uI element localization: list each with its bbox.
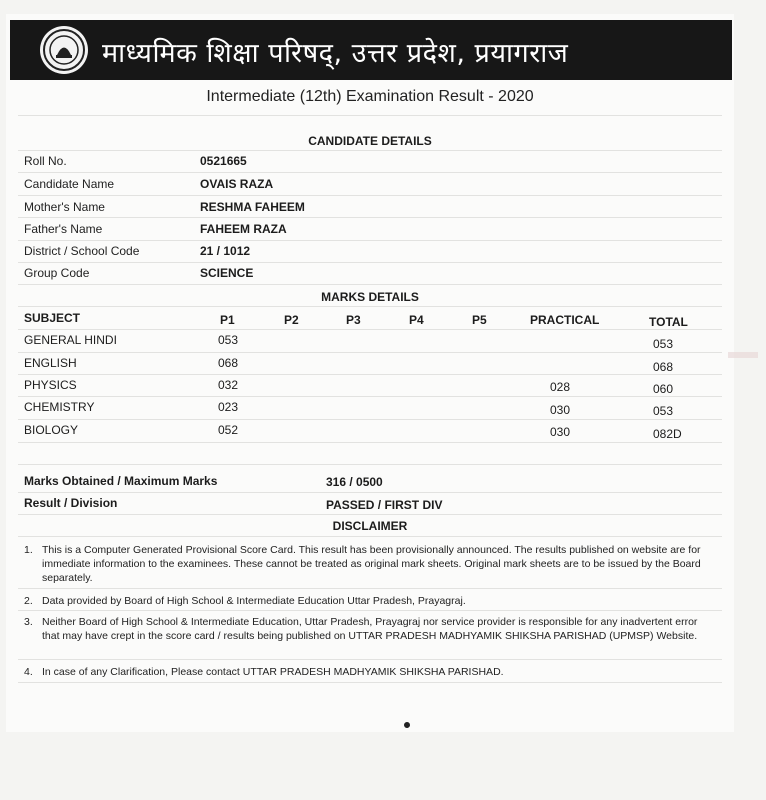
subject-name: GENERAL HINDI [24, 333, 117, 347]
field-value: OVAIS RAZA [200, 177, 274, 191]
divider [18, 329, 722, 330]
field-value: 21 / 1012 [200, 244, 251, 258]
disclaimer-title: DISCLAIMER [332, 519, 408, 533]
result-value: PASSED / FIRST DIV [326, 498, 443, 512]
disclaimer-text: This is a Computer Generated Provisional Score Card. This result has been provisionally announced. The results published on website are for immediate information to the examinees. These cannot be treated as original mark sheets. Original mark sheets are to be issued by the Board separately. [42, 544, 701, 584]
divider [18, 492, 722, 493]
divider [18, 419, 722, 420]
paper-smudge [728, 352, 758, 358]
divider [18, 588, 722, 589]
divider [18, 240, 722, 241]
divider [18, 610, 722, 611]
subject-name: PHYSICS [24, 378, 77, 392]
field-value: SCIENCE [200, 266, 254, 280]
result-label: Result / Division [24, 496, 118, 510]
divider [18, 195, 722, 196]
disclaimer-item [24, 665, 714, 679]
divider [18, 374, 722, 375]
disclaimer-number: 4. [24, 666, 33, 678]
subject-name: CHEMISTRY [24, 400, 95, 414]
marks-obtained-value: 316 / 0500 [326, 475, 383, 489]
col-header-p3: P3 [346, 313, 361, 327]
subject-name: ENGLISH [24, 356, 77, 370]
subject-name: BIOLOGY [24, 423, 79, 437]
field-label: Roll No. [24, 154, 67, 168]
disclaimer-number: 3. [24, 616, 33, 628]
divider [18, 464, 722, 465]
divider [18, 536, 722, 537]
field-value: FAHEEM RAZA [200, 222, 287, 236]
divider [18, 262, 722, 263]
divider [18, 396, 722, 397]
p1-mark: 053 [218, 333, 239, 347]
board-emblem-icon [40, 26, 88, 74]
field-label: Mother's Name [24, 200, 105, 214]
col-header-p5: P5 [472, 313, 487, 327]
practical-mark: 030 [550, 425, 571, 439]
candidate-section-title: CANDIDATE DETAILS [308, 134, 432, 148]
col-header-subject: SUBJECT [24, 311, 81, 325]
p1-mark: 032 [218, 378, 239, 392]
divider [18, 172, 722, 173]
disclaimer-item [24, 594, 714, 608]
col-header-practical: PRACTICAL [530, 313, 600, 327]
practical-mark: 028 [550, 380, 571, 394]
board-name: माध्यमिक शिक्षा परिषद्, उत्तर प्रदेश, प्रयागराज [102, 38, 569, 69]
disclaimer-text: In case of any Clarification, Please contact UTTAR PRADESH MADHYAMIK SHIKSHA PARISHAD. [42, 666, 504, 678]
col-header-p1: P1 [220, 313, 235, 327]
field-label: District / School Code [24, 244, 140, 258]
total-mark: 053 [653, 337, 674, 351]
field-label: Father's Name [24, 222, 103, 236]
marks-section-title: MARKS DETAILS [321, 290, 419, 304]
field-value: 0521665 [200, 154, 247, 168]
ink-mark [403, 721, 411, 729]
col-header-p2: P2 [284, 313, 299, 327]
divider [18, 682, 722, 683]
disclaimer-text: Data provided by Board of High School & Intermediate Education Uttar Pradesh, Prayagraj. [42, 595, 466, 607]
disclaimer-item [24, 543, 714, 585]
divider [18, 217, 722, 218]
col-header-total: TOTAL [649, 315, 688, 329]
disclaimer-number: 1. [24, 544, 33, 556]
field-value: RESHMA FAHEEM [200, 200, 305, 214]
divider [18, 659, 722, 660]
p1-mark: 023 [218, 400, 239, 414]
field-label: Candidate Name [24, 177, 115, 191]
divider [18, 514, 722, 515]
practical-mark: 030 [550, 403, 571, 417]
header-banner [10, 20, 732, 80]
divider [18, 306, 722, 307]
disclaimer-number: 2. [24, 595, 33, 607]
p1-mark: 068 [218, 356, 239, 370]
marks-obtained-label: Marks Obtained / Maximum Marks [24, 474, 218, 488]
divider [18, 150, 722, 151]
divider [18, 284, 722, 285]
disclaimer-text: Neither Board of High School & Intermediate Education, Uttar Pradesh, Prayagraj nor service provider is responsible for any inadvertent error that may have crept in the score card / results being published on UTTAR PRADESH MADHYAMIK SHIKSHA PARISHAD (UPMSP) Website. [42, 616, 698, 642]
total-mark: 060 [653, 382, 674, 396]
divider [18, 442, 722, 443]
result-sheet [6, 14, 734, 732]
col-header-p4: P4 [409, 313, 424, 327]
exam-title: Intermediate (12th) Examination Result - 2020 [206, 88, 534, 105]
disclaimer-item [24, 615, 714, 643]
total-mark: 053 [653, 404, 674, 418]
total-mark: 068 [653, 360, 674, 374]
divider [18, 115, 722, 116]
field-label: Group Code [24, 266, 90, 280]
p1-mark: 052 [218, 423, 239, 437]
divider [18, 352, 722, 353]
total-mark: 082D [653, 427, 682, 441]
